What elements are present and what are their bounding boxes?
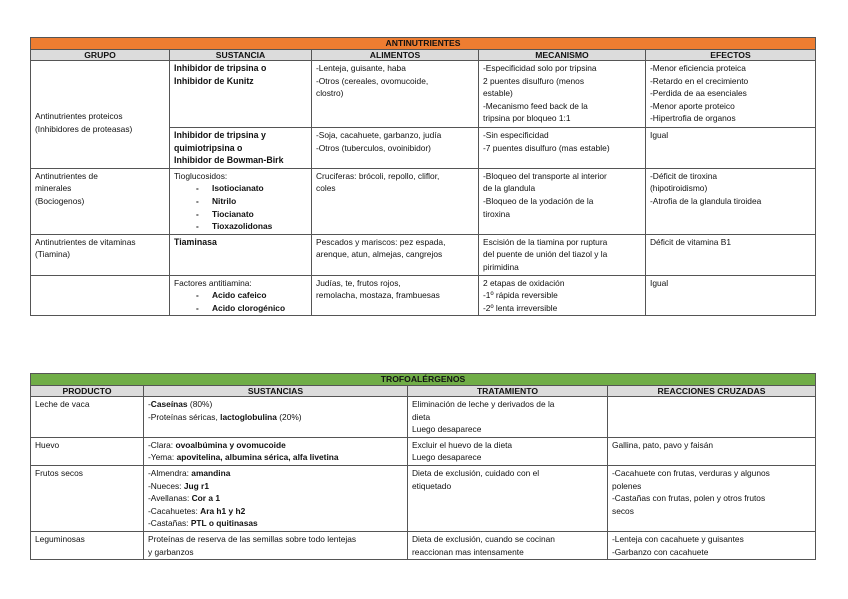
- trofoalergenos-title: TROFOALÉRGENOS: [31, 374, 816, 386]
- cell-line: -Perdida de aa esenciales: [650, 88, 747, 99]
- text-bold: lactoglobulina: [220, 411, 277, 422]
- table-row: [31, 465, 816, 531]
- cell-line: 2 etapas de oxidación: [483, 277, 565, 288]
- cell-line: Antinutrientes de: [35, 170, 98, 181]
- tratamiento-leche-cell: [408, 397, 608, 438]
- cell-line: -Castañas con frutas, polen y otros frutos: [612, 493, 766, 504]
- text-pre: -Yema:: [148, 452, 177, 463]
- table-row: [31, 275, 816, 316]
- producto-huevo-cell: Huevo: [31, 437, 144, 465]
- col-header-producto: PRODUCTO: [31, 386, 144, 397]
- text-post: (80%): [187, 399, 213, 409]
- cell-line: -Lenteja, guisante, haba: [316, 63, 406, 73]
- cell-line: Cruciferas: brócoli, repollo, cliflor,: [316, 170, 440, 181]
- text-bold: Caseínas: [150, 399, 188, 409]
- text-bold: apovitelina, albumina sérica, alfa livetina: [176, 452, 339, 463]
- cell-line: -Otros (tuberculos, ovoinibidor): [316, 142, 431, 153]
- col-header-alimentos: ALIMENTOS: [312, 50, 479, 61]
- cell-line: (hipotiroidismo): [650, 183, 708, 194]
- list-item: - Acido cafeico: [174, 289, 307, 302]
- alimentos-kunitz-cell: [312, 61, 479, 128]
- cell-line: -Retardo en el crecimiento: [650, 75, 749, 86]
- cell-line: clostro): [316, 88, 344, 99]
- cell-line: [148, 439, 403, 452]
- cell-line: Tiaminasa: [174, 236, 217, 247]
- list-item: - Nitrilo: [174, 195, 307, 208]
- cell-line: Proteínas de reserva de las semillas sobre todo lentejas: [148, 533, 357, 544]
- grupo-vitaminas-cell: [31, 234, 170, 275]
- cell-line: -Menor eficiencia proteica: [650, 63, 746, 73]
- antinutrientes-title: ANTINUTRIENTES: [31, 38, 816, 50]
- cell-line: -Otros (cereales, ovomucoide,: [316, 75, 429, 86]
- text-pre: -Castañas:: [148, 518, 191, 529]
- cell-line: coles: [316, 183, 336, 194]
- cell-line: Gallina, pato, pavo y faisán: [612, 439, 714, 450]
- efectos-bowman-cell: [646, 128, 816, 169]
- mecanismo-kunitz-cell: [479, 61, 646, 128]
- mecanismo-antitiamina-cell: [479, 275, 646, 316]
- cell-line: -Especificidad solo por tripsina: [483, 63, 597, 73]
- cell-line: -2º lenta irreversible: [483, 302, 558, 313]
- sustancia-list: [174, 182, 307, 232]
- alimentos-antitiamina-cell: [312, 275, 479, 316]
- sustancia-bowman-cell: [170, 128, 312, 169]
- table-row: [31, 168, 816, 234]
- cell-line: minerales: [35, 183, 72, 194]
- col-header-mecanismo: MECANISMO: [479, 50, 646, 61]
- sustancias-frutos-cell: [144, 465, 408, 531]
- grupo-minerales-cell: [31, 168, 170, 234]
- cell-line: dieta: [412, 411, 431, 422]
- cell-line: -Bloqueo de la yodación de la: [483, 195, 594, 206]
- cell-line: Igual: [650, 130, 669, 140]
- cell-line: -Soja, cacahuete, garbanzo, judía: [316, 130, 442, 140]
- cell-line: [148, 480, 403, 493]
- cell-line: [148, 492, 403, 505]
- text-pre: -: [148, 399, 151, 409]
- cell-line: (Bociogenos): [35, 195, 85, 206]
- efectos-antitiamina-cell: [646, 275, 816, 316]
- cell-line: Pescados y mariscos: pez espada,: [316, 236, 446, 247]
- table-row: [31, 61, 816, 128]
- cell-line: -Mecanismo feed back de la: [483, 100, 588, 111]
- efectos-vitaminas-cell: [646, 234, 816, 275]
- cell-line: (Inhibidores de proteasas): [35, 123, 133, 134]
- cell-line: pirimidina: [483, 261, 519, 272]
- grupo-proteicos-cell: [31, 61, 170, 169]
- cell-line: quimiotripsina o: [174, 142, 243, 153]
- reacciones-frutos-cell: [608, 465, 816, 531]
- producto-leche-cell: Leche de vaca: [31, 397, 144, 438]
- text-pre: -Nueces:: [148, 480, 184, 491]
- cell-line: -7 puentes disulfuro (mas estable): [483, 142, 610, 153]
- cell-line: tiroxina: [483, 208, 510, 219]
- efectos-minerales-cell: [646, 168, 816, 234]
- list-item: - Tiocianato: [174, 208, 307, 221]
- cell-line: -Cacahuete con frutas, verduras y algunos: [612, 467, 770, 478]
- producto-leguminosas-cell: Leguminosas: [31, 531, 144, 559]
- cell-line: (Tiamina): [35, 249, 71, 260]
- cell-line: Dieta de exclusión, cuidado con el: [412, 467, 540, 478]
- sustancia-kunitz-cell: [170, 61, 312, 128]
- cell-line: Dieta de exclusión, cuando se cocinan: [412, 533, 555, 544]
- cell-line: -Bloqueo del transporte al interior: [483, 170, 607, 181]
- col-header-sustancias: SUSTANCIAS: [144, 386, 408, 397]
- text-bold: Cor a 1: [191, 493, 221, 504]
- efectos-kunitz-cell: [646, 61, 816, 128]
- cell-line: -Menor aporte proteico: [650, 100, 735, 111]
- cell-line: etiquetado: [412, 480, 452, 491]
- cell-line: Inhibidor de tripsina y: [174, 130, 266, 140]
- cell-line: [148, 411, 403, 424]
- cell-line: Luego desaparece: [412, 424, 482, 435]
- cell-line: Inhibidor de Kunitz: [174, 75, 254, 86]
- text-bold: Ara h1 y h2: [200, 505, 246, 516]
- grupo-empty-cell: [31, 275, 170, 316]
- cell-line: del puente de unión del tiazol y la: [483, 249, 608, 260]
- text-bold: ovoalbúmina y ovomucoide: [175, 439, 286, 450]
- antinutrientes-header-row: [31, 50, 816, 61]
- cell-line: -Atrofia de la glandula tiroidea: [650, 195, 762, 206]
- text-bold: amandina: [191, 467, 231, 478]
- antinutrientes-table: [30, 37, 816, 316]
- cell-line: Antinutrientes de vitaminas: [35, 236, 136, 247]
- trofoalergenos-header-row: [31, 386, 816, 397]
- cell-line: Inhibidor de Bowman-Birk: [174, 155, 284, 166]
- tratamiento-huevo-cell: [408, 437, 608, 465]
- reacciones-leche-cell: [608, 397, 816, 438]
- producto-frutos-cell: Frutos secos: [31, 465, 144, 531]
- col-header-grupo: GRUPO: [31, 50, 170, 61]
- text-bold: Jug r1: [183, 480, 209, 491]
- reacciones-leguminosas-cell: [608, 531, 816, 559]
- cell-line: [148, 467, 403, 480]
- cell-line: -Déficit de tiroxina: [650, 170, 718, 181]
- cell-line: Déficit de vitamina B1: [650, 236, 731, 247]
- cell-line: tripsina por bloqueo 1:1: [483, 113, 571, 124]
- cell-line: [148, 451, 403, 464]
- cell-line: Luego desaparece: [412, 452, 482, 463]
- cell-line: -1º rápida reversible: [483, 290, 558, 301]
- cell-line: Igual: [650, 277, 669, 288]
- cell-line: -Garbanzo con cacahuete: [612, 546, 709, 557]
- cell-line: secos: [612, 505, 634, 516]
- cell-line: Tioglucosidos:: [174, 170, 228, 181]
- alimentos-minerales-cell: [312, 168, 479, 234]
- tratamiento-leguminosas-cell: [408, 531, 608, 559]
- cell-line: -Lenteja con cacahuete y guisantes: [612, 533, 744, 544]
- list-item: - Isotiocianato: [174, 182, 307, 195]
- cell-line: -Hipertrofia de organos: [650, 113, 736, 124]
- cell-line: Judías, te, frutos rojos,: [316, 277, 401, 288]
- sustancia-list: [174, 289, 307, 314]
- cell-line: -Sin especificidad: [483, 130, 549, 140]
- col-header-tratamiento: TRATAMIENTO: [408, 386, 608, 397]
- cell-line: polenes: [612, 480, 642, 491]
- alimentos-vitaminas-cell: [312, 234, 479, 275]
- sustancia-antitiamina-cell: [170, 275, 312, 316]
- table-row: [31, 437, 816, 465]
- list-item: - Acido clorogénico: [174, 302, 307, 315]
- mecanismo-vitaminas-cell: [479, 234, 646, 275]
- cell-line: [148, 517, 403, 530]
- cell-line: Inhibidor de tripsina o: [174, 63, 267, 73]
- cell-line: Antinutrientes proteicos: [35, 111, 123, 122]
- alimentos-bowman-cell: [312, 128, 479, 169]
- text-pre: -Cacahuetes:: [148, 505, 201, 516]
- cell-line: remolacha, mostaza, frambuesas: [316, 290, 440, 301]
- text-pre: -Avellanas:: [148, 493, 192, 504]
- table-row: [31, 234, 816, 275]
- trofoalergenos-table: [30, 373, 816, 560]
- sustancias-leguminosas-cell: [144, 531, 408, 559]
- reacciones-huevo-cell: [608, 437, 816, 465]
- cell-line: reaccionan mas intensamente: [412, 546, 524, 557]
- col-header-sustancia: SUSTANCIA: [170, 50, 312, 61]
- cell-line: Excluir el huevo de la dieta: [412, 439, 513, 450]
- mecanismo-bowman-cell: [479, 128, 646, 169]
- mecanismo-minerales-cell: [479, 168, 646, 234]
- text-pre: -Proteínas séricas,: [148, 411, 221, 422]
- text-pre: -Clara:: [148, 439, 176, 450]
- sustancias-huevo-cell: [144, 437, 408, 465]
- sustancias-leche-cell: [144, 397, 408, 438]
- col-header-reacciones: REACCIONES CRUZADAS: [608, 386, 816, 397]
- table-row: [31, 397, 816, 438]
- cell-line: Escisión de la tiamina por ruptura: [483, 236, 608, 247]
- cell-line: arenque, atun, almejas, cangrejos: [316, 249, 443, 260]
- text-post: (20%): [276, 411, 302, 422]
- cell-line: Factores antitiamina:: [174, 277, 252, 288]
- text-bold: PTL o quitinasas: [190, 518, 258, 529]
- sustancia-minerales-cell: [170, 168, 312, 234]
- cell-line: [148, 398, 403, 411]
- table-row: [31, 531, 816, 559]
- cell-line: Eliminación de leche y derivados de la: [412, 399, 555, 409]
- text-pre: -Almendra:: [148, 467, 192, 478]
- col-header-efectos: EFECTOS: [646, 50, 816, 61]
- cell-line: 2 puentes disulfuro (menos: [483, 75, 585, 86]
- cell-line: estable): [483, 88, 513, 99]
- cell-line: y garbanzos: [148, 546, 194, 557]
- list-item: - Tioxazolidonas: [174, 220, 307, 233]
- sustancia-vitaminas-cell: [170, 234, 312, 275]
- cell-line: de la glandula: [483, 183, 536, 194]
- cell-line: [148, 505, 403, 518]
- tratamiento-frutos-cell: [408, 465, 608, 531]
